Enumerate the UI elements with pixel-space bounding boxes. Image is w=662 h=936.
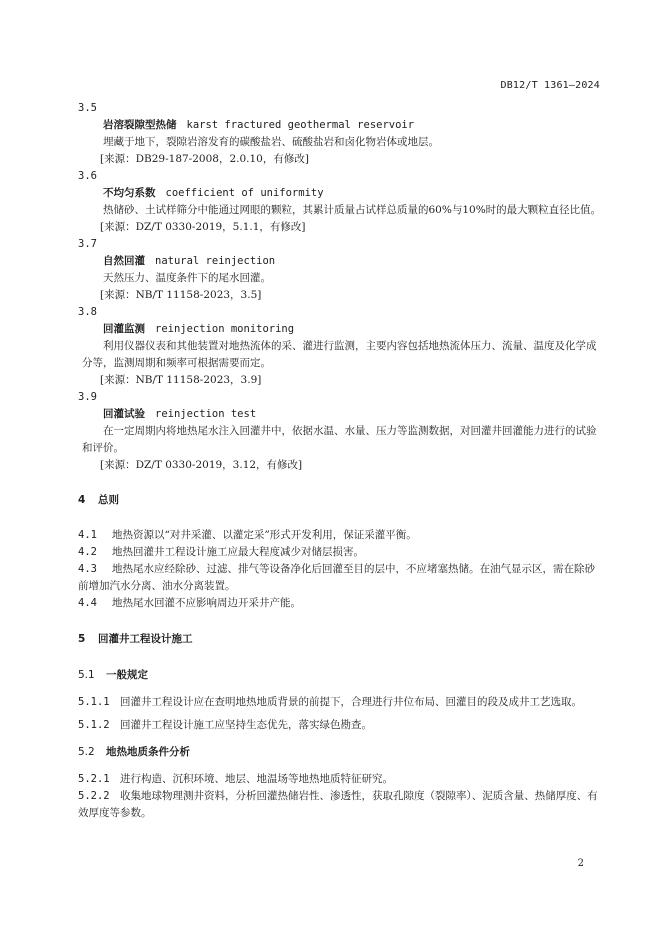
clause [78, 561, 602, 595]
term-zh: 回灌试验 [103, 408, 145, 420]
clause-text: 进行构造、沉积环境、地层、地温场等地热地质特征研究。 [120, 773, 393, 785]
clause-text: 地热尾水应经除砂、过滤、排气等设备净化后回灌至目的层中，不应堵塞热储。在油气显示区，需在除砂前增加汽水分离、油水分离装置。 [78, 563, 595, 592]
term-definition: 在一定周期内将地热尾水注入回灌井中，依据水温、水量、压力等监测数据，对回灌井回灌能力进行的试验和评价。 [82, 425, 597, 454]
term-number: 3.8 [78, 306, 97, 318]
chapter-heading [78, 631, 602, 648]
term-zh: 回灌监测 [103, 323, 145, 335]
term-en: coefficient of uniformity [165, 187, 324, 199]
chapter-number: 4 [78, 494, 86, 506]
clause-number: 5.1.1 [78, 696, 110, 708]
term-en: karst fractured geothermal reservoir [186, 119, 415, 131]
clause-text: 收集地球物理测井资料，分析回灌热储岩性、渗透性，获取孔隙度（裂隙率）、泥质含量、热储厚度、有效厚度等参数。 [78, 790, 598, 819]
section-heading [78, 744, 602, 761]
clause-text: 回灌井工程设计应在查明地热地质背景的前提下，合理进行井位布局、回灌目的段及成井工艺选取。 [120, 696, 582, 708]
term-entry [78, 168, 602, 236]
term-en: reinjection monitoring [155, 323, 295, 335]
standard-code-header: DB12/T 1361—2024 [500, 80, 600, 91]
term-en: natural reinjection [155, 255, 276, 267]
section-clauses [78, 694, 602, 734]
term-entry [78, 304, 602, 389]
section-title: 一般规定 [106, 669, 148, 681]
clause [78, 694, 602, 711]
term-definition: 热储砂、土试样筛分中能通过网眼的颗粒，其累计质量占试样总质量的60%与10%时的最大颗粒直径比值。 [103, 204, 602, 216]
clause-text: 地热回灌井工程设计施工应最大程度减少对储层损害。 [112, 546, 364, 558]
clause-number: 5.1.2 [78, 719, 110, 731]
page-content [78, 100, 602, 822]
clause-text: 地热尾水回灌不应影响周边开采井产能。 [112, 597, 301, 609]
term-entry [78, 236, 602, 304]
clause-text: 地热资源以“对井采灌、以灌定采”形式开发利用，保证采灌平衡。 [112, 529, 417, 541]
term-source: [来源：NB/T 11158-2023，3.9] [100, 374, 262, 386]
term-source: [来源：DZ/T 0330-2019，5.1.1，有修改] [100, 221, 306, 233]
clause [78, 788, 602, 822]
term-title [78, 253, 602, 270]
chapter-title: 回灌井工程设计施工 [98, 633, 193, 645]
term-zh: 岩溶裂隙型热储 [103, 119, 177, 131]
term-number: 3.9 [78, 391, 97, 403]
section-number: 5.1 [78, 669, 95, 681]
clause [78, 595, 602, 612]
term-source: [来源：NB/T 11158-2023，3.5] [100, 289, 262, 301]
chapter-heading [78, 492, 602, 509]
clause-number: 4.3 [78, 563, 97, 575]
term-title [78, 406, 602, 423]
term-title [78, 321, 602, 338]
term-source: [来源：DZ/T 0330-2019，3.12，有修改] [100, 459, 303, 471]
clause-number: 5.2.1 [78, 773, 110, 785]
section-clauses [78, 771, 602, 822]
term-zh: 自然回灌 [103, 255, 145, 267]
term-entry [78, 389, 602, 474]
term-entry [78, 100, 602, 168]
term-source: [来源：DB29-187-2008，2.0.10，有修改] [100, 153, 309, 165]
page-number: 2 [577, 858, 584, 869]
clause [78, 771, 602, 788]
clause [78, 717, 602, 734]
clause-number: 4.2 [78, 546, 97, 558]
section-number: 5.2 [78, 746, 95, 758]
term-definition: 利用仪器仪表和其他装置对地热流体的采、灌进行监测，主要内容包括地热流体压力、流量、温度及化学成分等，监测周期和频率可根据需要而定。 [82, 340, 597, 369]
term-zh: 不均匀系数 [103, 187, 156, 199]
term-title [78, 117, 602, 134]
term-number: 3.7 [78, 238, 97, 250]
general-clauses [78, 527, 602, 612]
term-en: reinjection test [155, 408, 257, 420]
term-number: 3.6 [78, 170, 97, 182]
section-title: 地热地质条件分析 [106, 746, 190, 758]
section-heading [78, 667, 602, 684]
term-definition: 埋藏于地下，裂隙岩溶发育的碳酸盐岩、硫酸盐岩和卤化物岩体或地层。 [103, 136, 439, 148]
clause-text: 回灌井工程设计施工应坚持生态优先，落实绿色勘查。 [120, 719, 372, 731]
clause-number: 4.1 [78, 529, 97, 541]
chapter-title: 总则 [98, 494, 119, 506]
term-number: 3.5 [78, 102, 97, 114]
term-definition: 天然压力、温度条件下的尾水回灌。 [103, 272, 271, 284]
clause-number: 4.4 [78, 597, 97, 609]
clause [78, 544, 602, 561]
chapter-number: 5 [78, 633, 86, 645]
term-title [78, 185, 602, 202]
clause-number: 5.2.2 [78, 790, 110, 802]
clause [78, 527, 602, 544]
